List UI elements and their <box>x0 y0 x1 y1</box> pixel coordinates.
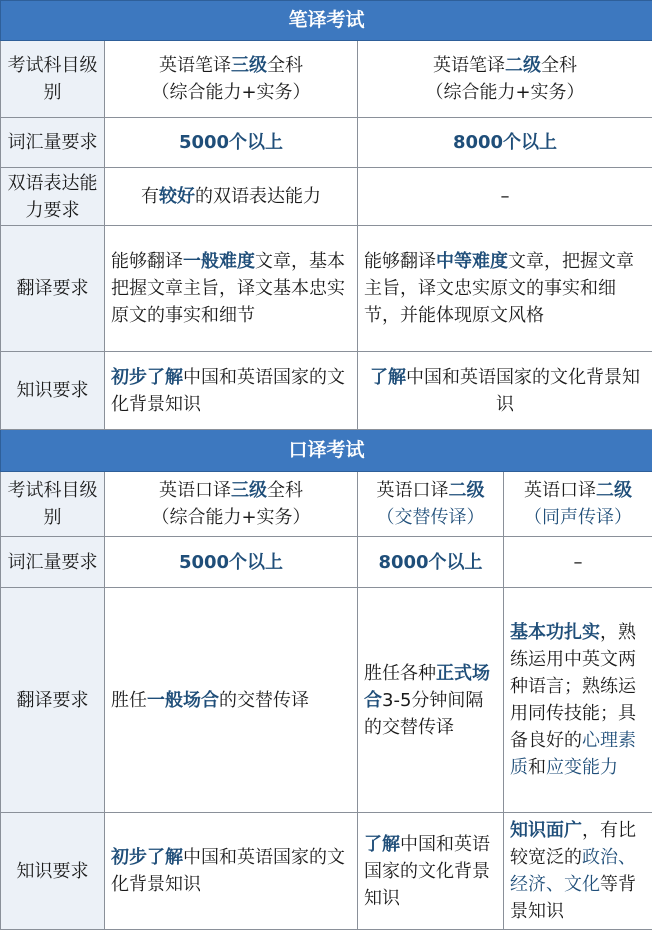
written-subject-row <box>1 41 652 118</box>
written-subject-label: 考试科目级别 <box>1 41 105 118</box>
oral-vocab-row <box>1 537 652 588</box>
written-level2-subject: 英语笔译二级全科 （综合能力+实务） <box>358 41 652 118</box>
written-level3-translation: 能够翻译一般难度文章，基本把握文章主旨，译文基本忠实原文的事实和细节 <box>105 226 358 352</box>
oral-level2-simultaneous-translation: 基本功扎实，熟练运用中英文两种语言；熟练运用同传技能；具备良好的心理素质和应变能力 <box>504 588 652 813</box>
oral-level3-vocab: 5000个以上 <box>105 537 358 588</box>
oral-knowledge-label: 知识要求 <box>1 813 105 930</box>
oral-level2-consecutive-knowledge: 了解中国和英语国家的文化背景知识 <box>358 813 504 930</box>
oral-level3-subject: 英语口译三级全科 （综合能力+实务） <box>105 472 358 537</box>
oral-knowledge-row <box>1 813 652 930</box>
oral-level2-simultaneous-vocab: – <box>504 537 652 588</box>
written-level3-subject: 英语笔译三级全科 （综合能力+实务） <box>105 41 358 118</box>
oral-level3-translation: 胜任一般场合的交替传译 <box>105 588 358 813</box>
oral-vocab-label: 词汇量要求 <box>1 537 105 588</box>
oral-section-title: 口译考试 <box>1 430 652 472</box>
written-level2-bilingual: – <box>358 168 652 226</box>
oral-translation-label: 翻译要求 <box>1 588 105 813</box>
written-header-row <box>1 1 652 41</box>
written-section-title: 笔译考试 <box>1 1 652 41</box>
written-translation-row <box>1 226 652 352</box>
written-level2-knowledge: 了解中国和英语国家的文化背景知识 <box>358 352 652 430</box>
written-level2-vocab: 8000个以上 <box>358 118 652 168</box>
oral-subject-row <box>1 472 652 537</box>
written-bilingual-row <box>1 168 652 226</box>
written-knowledge-label: 知识要求 <box>1 352 105 430</box>
oral-level2-consecutive-vocab: 8000个以上 <box>358 537 504 588</box>
oral-level2-simultaneous-subject: 英语口译二级 （同声传译） <box>504 472 652 537</box>
oral-level2-consecutive-subject: 英语口译二级 （交替传译） <box>358 472 504 537</box>
written-vocab-row <box>1 118 652 168</box>
oral-subject-label: 考试科目级别 <box>1 472 105 537</box>
written-translation-label: 翻译要求 <box>1 226 105 352</box>
written-vocab-label: 词汇量要求 <box>1 118 105 168</box>
written-level2-translation: 能够翻译中等难度文章，把握文章主旨，译文忠实原文的事实和细节，并能体现原文风格 <box>358 226 652 352</box>
oral-header-row <box>1 430 652 472</box>
written-level3-knowledge: 初步了解中国和英语国家的文化背景知识 <box>105 352 358 430</box>
written-bilingual-label: 双语表达能力要求 <box>1 168 105 226</box>
oral-level2-consecutive-translation: 胜任各种正式场合3-5分钟间隔的交替传译 <box>358 588 504 813</box>
oral-level2-simultaneous-knowledge: 知识面广，有比较宽泛的政治、经济、文化等背景知识 <box>504 813 652 930</box>
oral-translation-row <box>1 588 652 813</box>
written-knowledge-row <box>1 352 652 430</box>
written-level3-vocab: 5000个以上 <box>105 118 358 168</box>
written-level3-bilingual: 有较好的双语表达能力 <box>105 168 358 226</box>
oral-level3-knowledge: 初步了解中国和英语国家的文化背景知识 <box>105 813 358 930</box>
